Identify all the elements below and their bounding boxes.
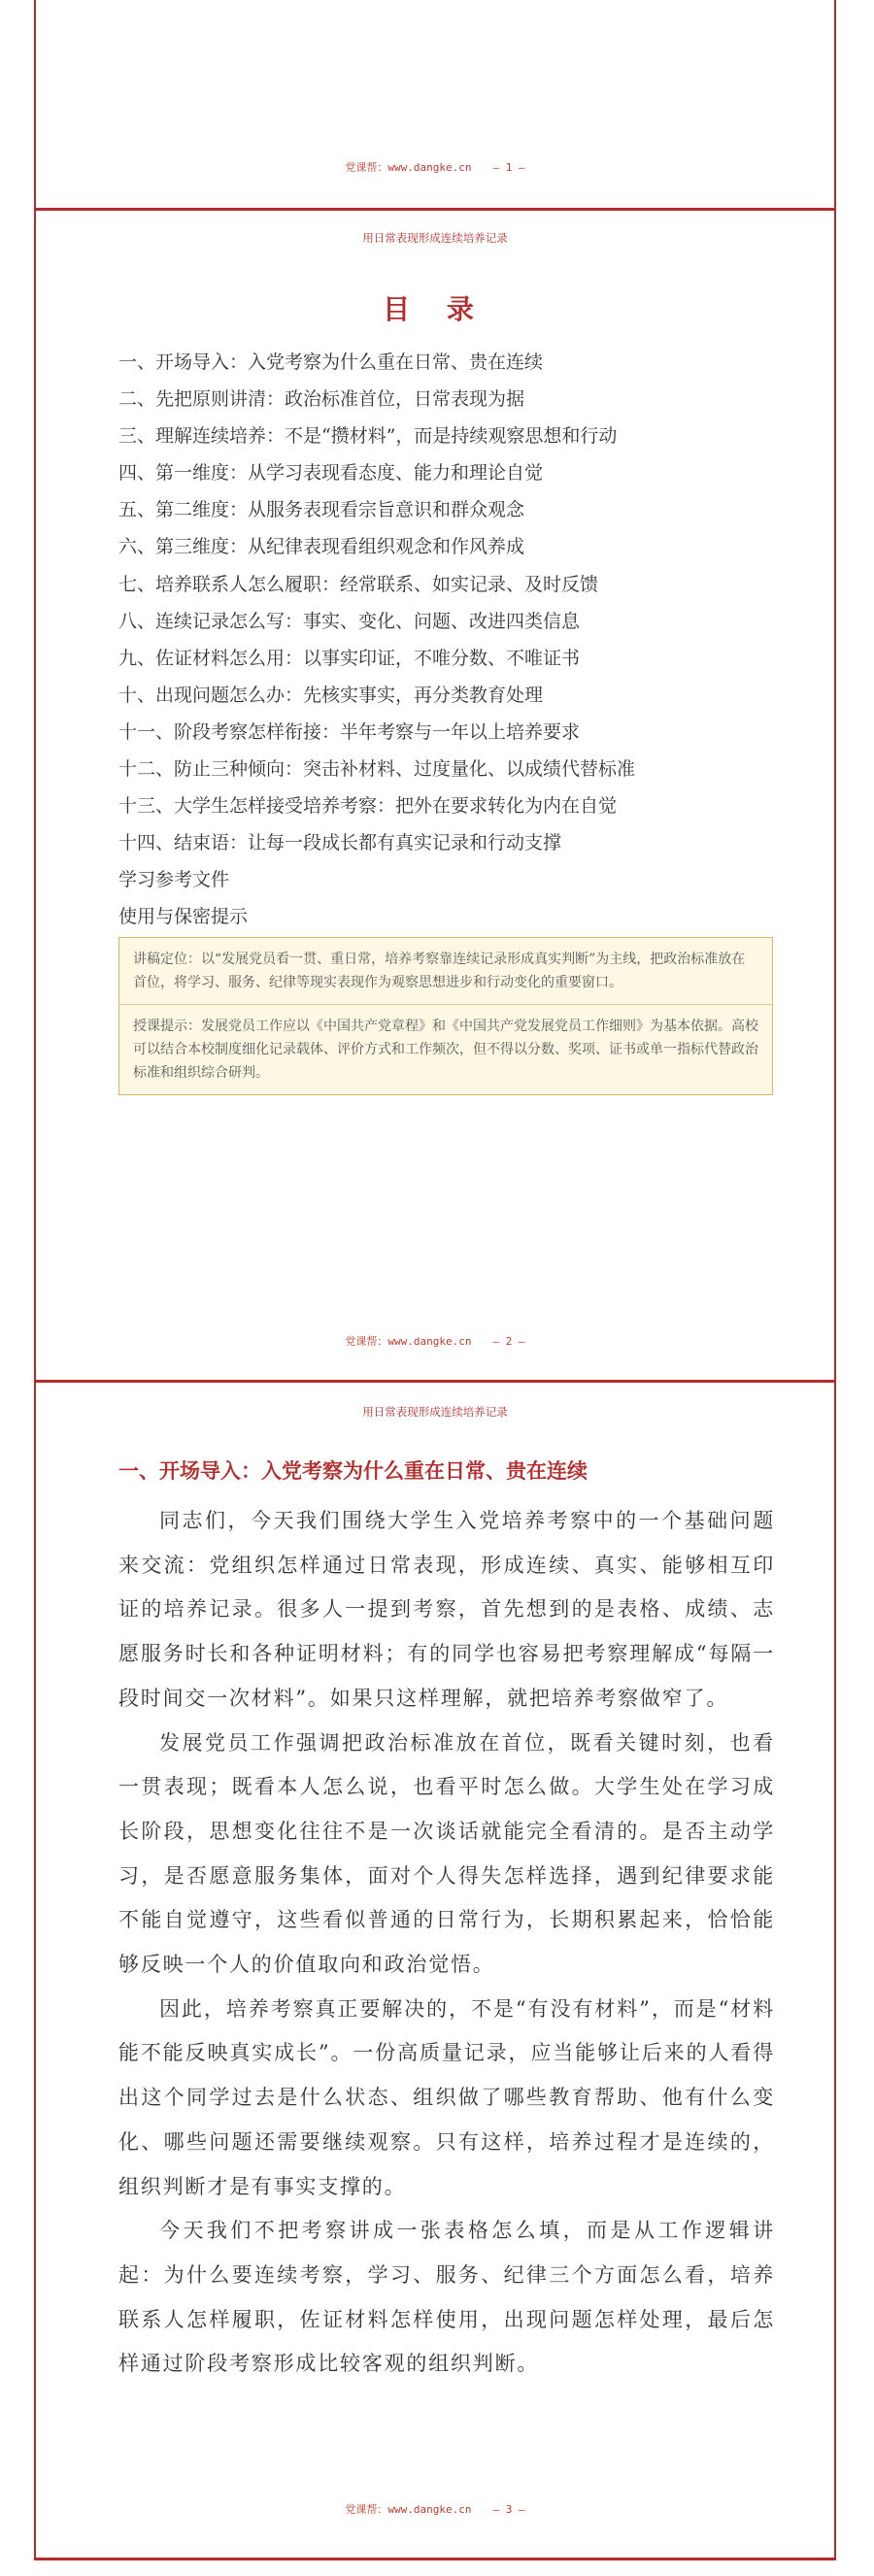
- page-2: [34, 211, 836, 1380]
- page-1: [34, 0, 836, 210]
- toc-item: 二、先把原则讲清：政治标准首位，日常表现为据: [118, 388, 525, 411]
- toc-item: 三、理解连续培养：不是“攒材料”，而是持续观察思想和行动: [118, 425, 618, 448]
- body-paragraph: 发展党员工作强调把政治标准放在首位，既看关键时刻，也看一贯表现；既看本人怎么说，也看平时怎么做。大学生处在学习成长阶段，思想变化往往不是一次谈话就能完全看清的。是否主动学习，是否愿意服务集体，面对个人得失怎样选择，遇到纪律要求能不能自觉遵守，这些看似普通的日常行为，长期积累起来，恰恰能够反映一个人的价值取向和政治觉悟。: [118, 1730, 775, 1977]
- toc-item: 一、开场导入：入党考察为什么重在日常、贵在连续: [118, 351, 544, 373]
- toc-list: [118, 349, 635, 941]
- toc-item: 七、培养联系人怎么履职：经常联系、如实记录、及时反馈: [118, 573, 599, 595]
- body-paragraph: 今天我们不把考察讲成一张表格怎么填，而是从工作逻辑讲起：为什么要连续考察，学习、服务、纪律三个方面怎么看，培养联系人怎样履职，佐证材料怎样使用，出现问题怎样处理，最后怎样通过阶段考察形成比较客观的组织判断。: [118, 2219, 775, 2376]
- toc-item: 九、佐证材料怎么用：以事实印证，不唯分数、不唯证书: [118, 647, 581, 669]
- toc-item: 五、第二维度：从服务表现看宗旨意识和群众观念: [118, 499, 525, 521]
- toc-item: 十一、阶段考察怎样衔接：半年考察与一年以上培养要求: [118, 720, 581, 743]
- body-paragraph: 同志们，今天我们围绕大学生入党培养考察中的一个基础问题来交流：党组织怎样通过日常表现，形成连续、真实、能够相互印证的培养记录。很多人一提到考察，首先想到的是表格、成绩、志愿服务时长和各种证明材料；有的同学也容易把考察理解成“每隔一段时间交一次材料”。如果只这样理解，就把培养考察做窄了。: [118, 1509, 775, 1710]
- teaching-tip-note: 授课提示：发展党员工作应以《中国共产党章程》和《中国共产党发展党员工作细则》为基本依据。高校可以结合本校制度细化记录载体、评价方式和工作频次，但不得以分数、奖项、证书或单一指标代替政治标准和组织综合研判。: [133, 1019, 758, 1081]
- running-head: 用日常表现形成连续培养记录: [362, 1405, 508, 1419]
- toc-item: 学习参考文件: [118, 869, 230, 891]
- toc-item: 十四、结束语：让每一段成长都有真实记录和行动支撑: [118, 832, 562, 854]
- main-idea-note: 讲稿定位：以“发展党员看一贯、重日常，培养考察靠连续记录形成真实判断”为主线，把政治标准放在首位，将学习、服务、纪律等现实表现作为观察思想进步和行动变化的重要窗口。: [133, 952, 746, 990]
- toc-item: 八、连续记录怎么写：事实、变化、问题、改进四类信息: [118, 610, 581, 632]
- section-body: [118, 1499, 775, 2387]
- body-paragraph: 因此，培养考察真正要解决的，不是“有没有材料”，而是“材料能不能反映真实成长”。一份高质量记录，应当能够让后来的人看得出这个同学过去是什么状态、组织做了哪些教育帮助、他有什么变化、哪些问题还需要继续观察。只有这样，培养过程才是连续的，组织判断才是有事实支撑的。: [118, 1996, 775, 2198]
- running-head: 用日常表现形成连续培养记录: [362, 231, 508, 245]
- page-3: [34, 1383, 836, 2558]
- toc-item: 十三、大学生怎样接受培养考察：把外在要求转化为内在自觉: [118, 795, 618, 818]
- toc-item: 使用与保密提示: [118, 906, 249, 928]
- toc-item: 四、第一维度：从学习表现看态度、能力和理论自觉: [118, 462, 544, 485]
- section-heading: 一、开场导入：入党考察为什么重在日常、贵在连续: [118, 1459, 588, 1483]
- toc-item: 十二、防止三种倾向：突击补材料、过度量化、以成绩代替标准: [118, 758, 636, 781]
- page-2-footer: 党课帮：www.dangke.cn — 2 —: [345, 1335, 525, 1348]
- lecture-notes-box: [118, 937, 773, 1095]
- toc-title: 目 录: [383, 293, 487, 325]
- toc-item: 六、第三维度：从纪律表现看组织观念和作风养成: [118, 536, 525, 558]
- page-3-footer: 党课帮：www.dangke.cn — 3 —: [345, 2503, 525, 2516]
- toc-item: 十、出现问题怎么办：先核实事实，再分类教育处理: [118, 684, 544, 706]
- page-1-footer: 党课帮：www.dangke.cn — 1 —: [345, 161, 525, 174]
- page-bottom-rule: [34, 2558, 836, 2560]
